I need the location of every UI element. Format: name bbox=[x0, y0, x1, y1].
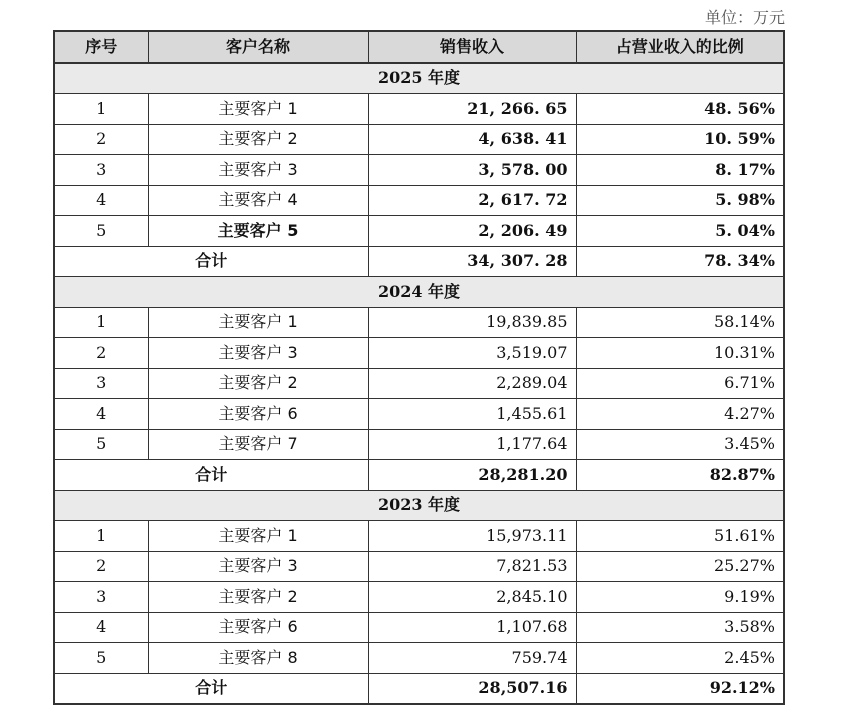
revenue-ratio: 58.14% bbox=[576, 307, 784, 338]
table-row bbox=[54, 307, 784, 338]
customer-name: 主要客户 5 bbox=[148, 216, 368, 247]
customer-name: 主要客户 6 bbox=[148, 612, 368, 643]
year-label: 2025 年度 bbox=[54, 63, 784, 94]
sales-revenue: 3, 578. 00 bbox=[368, 155, 576, 186]
customer-name: 主要客户 2 bbox=[148, 124, 368, 155]
table-row bbox=[54, 94, 784, 125]
header-sales-revenue: 销售收入 bbox=[368, 31, 576, 63]
unit-label: 单位：万元 bbox=[704, 8, 785, 27]
customer-name: 主要客户 7 bbox=[148, 429, 368, 460]
table-header bbox=[54, 31, 784, 63]
customer-name: 主要客户 1 bbox=[148, 94, 368, 125]
total-ratio: 92.12% bbox=[576, 673, 784, 704]
revenue-ratio: 10. 59% bbox=[576, 124, 784, 155]
customer-name: 主要客户 2 bbox=[148, 368, 368, 399]
total-row bbox=[54, 673, 784, 704]
row-number: 5 bbox=[54, 216, 148, 247]
sales-revenue: 2, 617. 72 bbox=[368, 185, 576, 216]
revenue-ratio: 4.27% bbox=[576, 399, 784, 430]
sales-revenue: 1,177.64 bbox=[368, 429, 576, 460]
table-row bbox=[54, 338, 784, 369]
sales-revenue: 1,455.61 bbox=[368, 399, 576, 430]
header-revenue-ratio: 占营业收入的比例 bbox=[576, 31, 784, 63]
total-row bbox=[54, 246, 784, 277]
table-row bbox=[54, 643, 784, 674]
table-row bbox=[54, 612, 784, 643]
total-label: 合计 bbox=[54, 460, 368, 491]
year-row-2024 bbox=[54, 277, 784, 308]
row-number: 5 bbox=[54, 429, 148, 460]
revenue-ratio: 51.61% bbox=[576, 521, 784, 552]
customer-name: 主要客户 6 bbox=[148, 399, 368, 430]
year-label: 2024 年度 bbox=[54, 277, 784, 308]
year-row-2025 bbox=[54, 63, 784, 94]
sales-revenue: 1,107.68 bbox=[368, 612, 576, 643]
row-number: 5 bbox=[54, 643, 148, 674]
revenue-ratio: 25.27% bbox=[576, 551, 784, 582]
revenue-ratio: 3.45% bbox=[576, 429, 784, 460]
revenue-ratio: 10.31% bbox=[576, 338, 784, 369]
row-number: 1 bbox=[54, 94, 148, 125]
sales-revenue: 15,973.11 bbox=[368, 521, 576, 552]
header-seq: 序号 bbox=[54, 31, 148, 63]
row-number: 3 bbox=[54, 582, 148, 613]
sales-revenue: 7,821.53 bbox=[368, 551, 576, 582]
row-number: 3 bbox=[54, 155, 148, 186]
row-number: 1 bbox=[54, 521, 148, 552]
customer-name: 主要客户 2 bbox=[148, 582, 368, 613]
sales-revenue: 2,289.04 bbox=[368, 368, 576, 399]
table-row bbox=[54, 399, 784, 430]
total-revenue: 28,507.16 bbox=[368, 673, 576, 704]
revenue-ratio: 3.58% bbox=[576, 612, 784, 643]
customer-name: 主要客户 1 bbox=[148, 521, 368, 552]
total-ratio: 78. 34% bbox=[576, 246, 784, 277]
customer-name: 主要客户 8 bbox=[148, 643, 368, 674]
table-row bbox=[54, 124, 784, 155]
table-row bbox=[54, 216, 784, 247]
row-number: 2 bbox=[54, 338, 148, 369]
sales-revenue: 2,845.10 bbox=[368, 582, 576, 613]
row-number: 1 bbox=[54, 307, 148, 338]
customer-sales-table bbox=[53, 30, 785, 705]
table-row bbox=[54, 582, 784, 613]
total-label: 合计 bbox=[54, 673, 368, 704]
table-row bbox=[54, 185, 784, 216]
revenue-ratio: 5. 04% bbox=[576, 216, 784, 247]
customer-name: 主要客户 1 bbox=[148, 307, 368, 338]
sales-revenue: 4, 638. 41 bbox=[368, 124, 576, 155]
revenue-ratio: 8. 17% bbox=[576, 155, 784, 186]
table-row bbox=[54, 429, 784, 460]
revenue-ratio: 2.45% bbox=[576, 643, 784, 674]
table-row bbox=[54, 155, 784, 186]
sales-revenue: 3,519.07 bbox=[368, 338, 576, 369]
revenue-ratio: 6.71% bbox=[576, 368, 784, 399]
total-revenue: 28,281.20 bbox=[368, 460, 576, 491]
header-customer-name: 客户名称 bbox=[148, 31, 368, 63]
customer-name: 主要客户 4 bbox=[148, 185, 368, 216]
row-number: 4 bbox=[54, 185, 148, 216]
total-row bbox=[54, 460, 784, 491]
row-number: 4 bbox=[54, 399, 148, 430]
sales-revenue: 759.74 bbox=[368, 643, 576, 674]
table-row bbox=[54, 368, 784, 399]
total-revenue: 34, 307. 28 bbox=[368, 246, 576, 277]
sales-revenue: 2, 206. 49 bbox=[368, 216, 576, 247]
revenue-ratio: 9.19% bbox=[576, 582, 784, 613]
sales-revenue: 21, 266. 65 bbox=[368, 94, 576, 125]
customer-name: 主要客户 3 bbox=[148, 338, 368, 369]
row-number: 4 bbox=[54, 612, 148, 643]
total-label: 合计 bbox=[54, 246, 368, 277]
year-label: 2023 年度 bbox=[54, 490, 784, 521]
sales-revenue: 19,839.85 bbox=[368, 307, 576, 338]
table-row bbox=[54, 551, 784, 582]
revenue-ratio: 5. 98% bbox=[576, 185, 784, 216]
revenue-ratio: 48. 56% bbox=[576, 94, 784, 125]
customer-name: 主要客户 3 bbox=[148, 155, 368, 186]
row-number: 3 bbox=[54, 368, 148, 399]
total-ratio: 82.87% bbox=[576, 460, 784, 491]
row-number: 2 bbox=[54, 124, 148, 155]
year-row-2023 bbox=[54, 490, 784, 521]
row-number: 2 bbox=[54, 551, 148, 582]
customer-name: 主要客户 3 bbox=[148, 551, 368, 582]
table-row bbox=[54, 521, 784, 552]
